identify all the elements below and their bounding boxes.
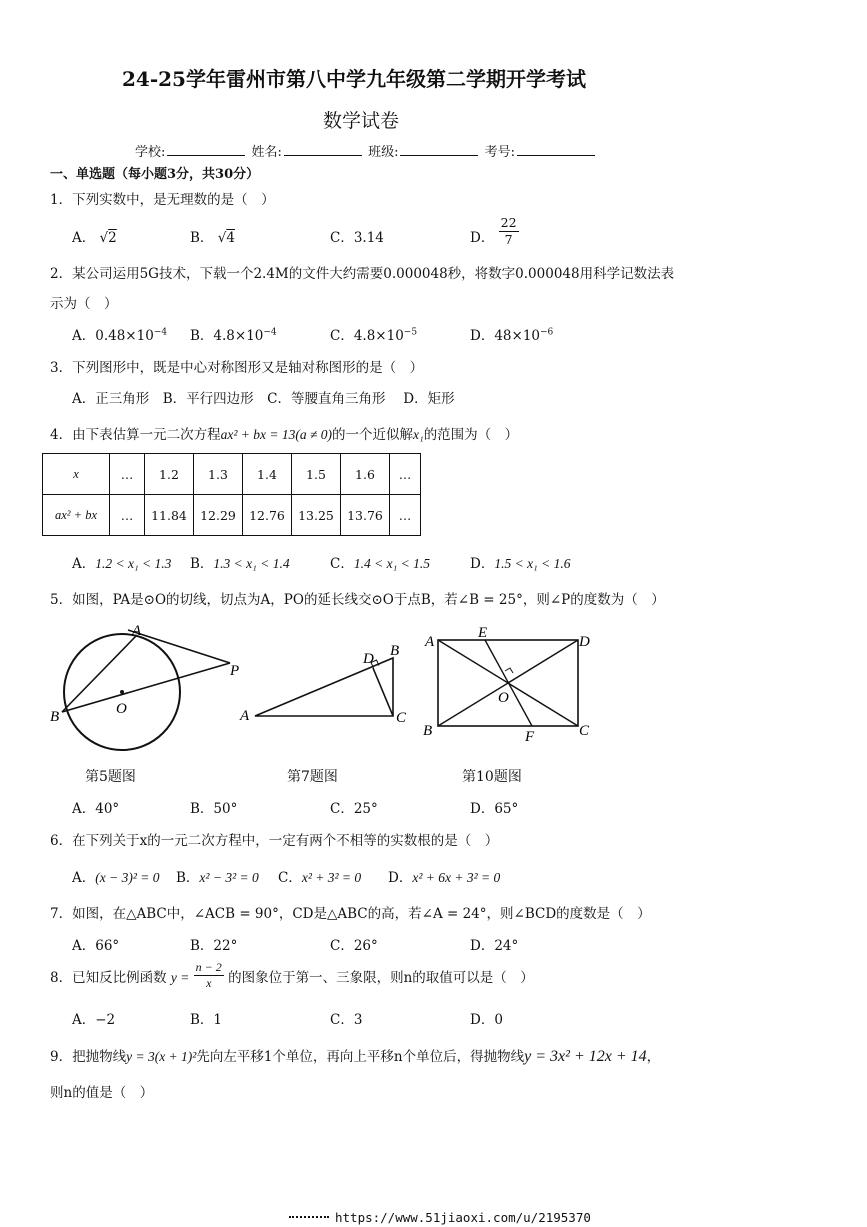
class-label: 班级: <box>368 145 399 160</box>
q7-option-a: A．66° <box>72 938 120 954</box>
q1-option-a: A． √2 <box>72 230 117 246</box>
tangent-pa <box>128 630 230 663</box>
footer-url: https://www.51jiaoxi.com/u/2195370 <box>289 1210 591 1225</box>
q5-option-a: A．40° <box>72 801 120 817</box>
table-cell: 1.4 <box>243 454 292 495</box>
q1-d-numerator: 22 <box>500 215 517 230</box>
q8-fraction <box>194 960 224 991</box>
line-bp <box>62 663 230 712</box>
q8-denominator: x <box>206 976 212 990</box>
q8-option-d: D．0 <box>470 1012 503 1028</box>
table-cell: … <box>110 495 145 536</box>
fig7-label-c: C <box>396 710 407 726</box>
q6-stem: 6．在下列关于x的一元二次方程中，一定有两个不相等的实数根的是（ ） <box>50 833 499 849</box>
q6-option-d: D．x² + 6x + 3² = 0 <box>388 870 501 886</box>
q8-numerator: n − 2 <box>195 960 222 974</box>
q1-b-radicand: 4 <box>226 230 235 246</box>
q9-equation-2: y = 3x² + 12x + 14 <box>524 1048 647 1065</box>
exam-title: 24-25学年雷州市第八中学九年级第二学期开学考试 <box>122 67 586 91</box>
q2-stem-line2: 示为（ ） <box>50 296 118 312</box>
q4-stem: 4．由下表估算一元二次方程ax² + bx = 13(a ≠ 0)的一个近似解x₁的范围为（ ） <box>50 427 519 443</box>
figure-10 <box>420 622 600 747</box>
table-cell: 11.84 <box>145 495 194 536</box>
q2-option-d: D．$48\times 10^{-6}$ <box>470 327 554 344</box>
q1-option-b: B． √4 <box>190 230 235 246</box>
q1-stem: 1．下列实数中，是无理数的是（ ） <box>50 192 275 208</box>
q5-option-b: B．50° <box>190 801 238 817</box>
name-label: 姓名: <box>251 145 282 160</box>
school-label: 学校: <box>135 145 166 160</box>
table-cell: 12.29 <box>194 495 243 536</box>
q8-option-b: B．1 <box>190 1012 223 1028</box>
q6-option-a: A．(x − 3)² = 0 <box>72 870 160 886</box>
table-cell: 1.6 <box>341 454 390 495</box>
q7-option-c: C．26° <box>330 938 378 954</box>
q5-stem: 5．如图，PA是⊙O的切线，切点为A，PO的延长线交⊙O于点B，若∠B = 25°，则∠P的度数为（ ） <box>50 592 665 608</box>
q7-option-d: D．24° <box>470 938 519 954</box>
fig7-caption: 第7题图 <box>287 769 338 785</box>
q1-d-denominator: 7 <box>504 232 513 247</box>
fig5-label-a: A <box>132 623 142 639</box>
q4-variable: x₁ <box>413 427 424 442</box>
altitude-cd <box>373 668 393 716</box>
q4-option-a: A．1.2 < x₁ < 1.3 <box>72 556 172 572</box>
q1-a-radicand: 2 <box>108 230 117 246</box>
q7-stem: 7．如图，在△ABC中，∠ACB = 90°，CD是△ABC的高，若∠A = 24°，则∠BCD的度数是（ ） <box>50 906 651 922</box>
table-cell: … <box>390 454 421 495</box>
fig10-label-d: D <box>579 634 590 650</box>
fig7-label-a: A <box>240 708 250 724</box>
q1-option-d: D． $\frac{22}{7}$ <box>470 215 517 247</box>
fig10-label-b: B <box>423 723 433 739</box>
q6-option-b: B．x² − 3² = 0 <box>176 870 259 886</box>
q4-option-d: D．1.5 < x₁ < 1.6 <box>470 556 571 572</box>
q2-option-c: C．$4.8\times 10^{-5}$ <box>330 327 418 344</box>
q2-stem-line1: 2．某公司运用5G技术，下载一个2.4M的文件大约需要0.000048秒，将数字0.000048用科学记数法表 <box>50 266 675 282</box>
fig10-label-a: A <box>425 634 435 650</box>
q8-stem: 8．已知反比例函数 y = $\frac{n - 2}{x}$ 的图象位于第一、三象限，则n的取值可以是（ ） <box>50 960 534 990</box>
q2-option-b: B．$4.8\times 10^{-4}$ <box>190 327 277 344</box>
table-cell: 13.25 <box>292 495 341 536</box>
q4-option-c: C．1.4 < x₁ < 1.5 <box>330 556 430 572</box>
table-cell: x <box>43 454 110 495</box>
fig5-label-p: P <box>230 663 240 679</box>
school-blank <box>167 143 245 156</box>
student-info-row <box>135 141 597 160</box>
q1-option-c: C．3.14 <box>330 230 384 246</box>
fig5-caption: 第5题图 <box>85 769 136 785</box>
center-point <box>120 690 124 694</box>
q9-stem-line1: 9．把抛物线y = 3(x + 1)²先向左平移1个单位，再向上平移n个单位后，得抛物线y = 3x² + 12x + 14， <box>50 1048 661 1065</box>
table-cell: … <box>110 454 145 495</box>
fig10-label-o: O <box>498 690 509 706</box>
q9-equation-1: y = 3(x + 1)² <box>126 1049 197 1064</box>
table-cell: 1.2 <box>145 454 194 495</box>
table-cell: 1.3 <box>194 454 243 495</box>
table-cell: … <box>390 495 421 536</box>
q8-option-a: A．−2 <box>72 1012 116 1028</box>
segment-ef <box>485 640 532 726</box>
fig10-label-c: C <box>579 723 590 739</box>
table-cell: 1.5 <box>292 454 341 495</box>
q2-option-a: A．$0.48\times 10^{-4}$ <box>72 327 168 344</box>
q4-equation: ax² + bx = 13(a ≠ 0) <box>220 427 332 442</box>
table-cell: ax² + bx <box>43 495 110 536</box>
table-cell: 13.76 <box>341 495 390 536</box>
exam-subtitle: 数学试卷 <box>323 110 400 132</box>
q7-option-b: B．22° <box>190 938 238 954</box>
fig10-label-e: E <box>478 625 488 641</box>
name-blank <box>284 143 362 156</box>
q5-option-d: D．65° <box>470 801 519 817</box>
footer-dots <box>289 1216 329 1222</box>
q8-function-lhs: y = <box>170 970 190 985</box>
q9-stem-line2: 则n的值是（ ） <box>50 1085 154 1101</box>
fig7-label-b: B <box>390 643 400 659</box>
q6-option-c: C．x² + 3² = 0 <box>278 870 362 886</box>
fig5-label-b: B <box>50 709 60 725</box>
figure-5 <box>40 615 250 760</box>
q3-stem: 3．下列图形中，既是中心对称图形又是轴对称图形的是（ ） <box>50 360 424 376</box>
fig10-label-f: F <box>525 729 535 745</box>
section-title: 一、单选题（每小题3分，共30分） <box>50 167 260 182</box>
q3-options: A．正三角形 B．平行四边形 C．等腰直角三角形 D．矩形 <box>72 391 455 407</box>
q8-option-c: C．3 <box>330 1012 363 1028</box>
fig10-caption: 第10题图 <box>462 769 522 785</box>
q5-option-c: C．25° <box>330 801 378 817</box>
right-angle-mark <box>505 668 513 673</box>
q4-value-table <box>42 453 421 536</box>
exam-no-blank <box>517 143 595 156</box>
table-row <box>43 495 421 536</box>
q4-option-b: B．1.3 < x₁ < 1.4 <box>190 556 290 572</box>
exam-no-label: 考号: <box>484 145 515 160</box>
class-blank <box>400 143 478 156</box>
fig7-label-d: D <box>363 651 374 667</box>
figure-7 <box>235 640 415 735</box>
fig5-label-o: O <box>116 701 127 717</box>
table-cell: 12.76 <box>243 495 292 536</box>
table-row <box>43 454 421 495</box>
